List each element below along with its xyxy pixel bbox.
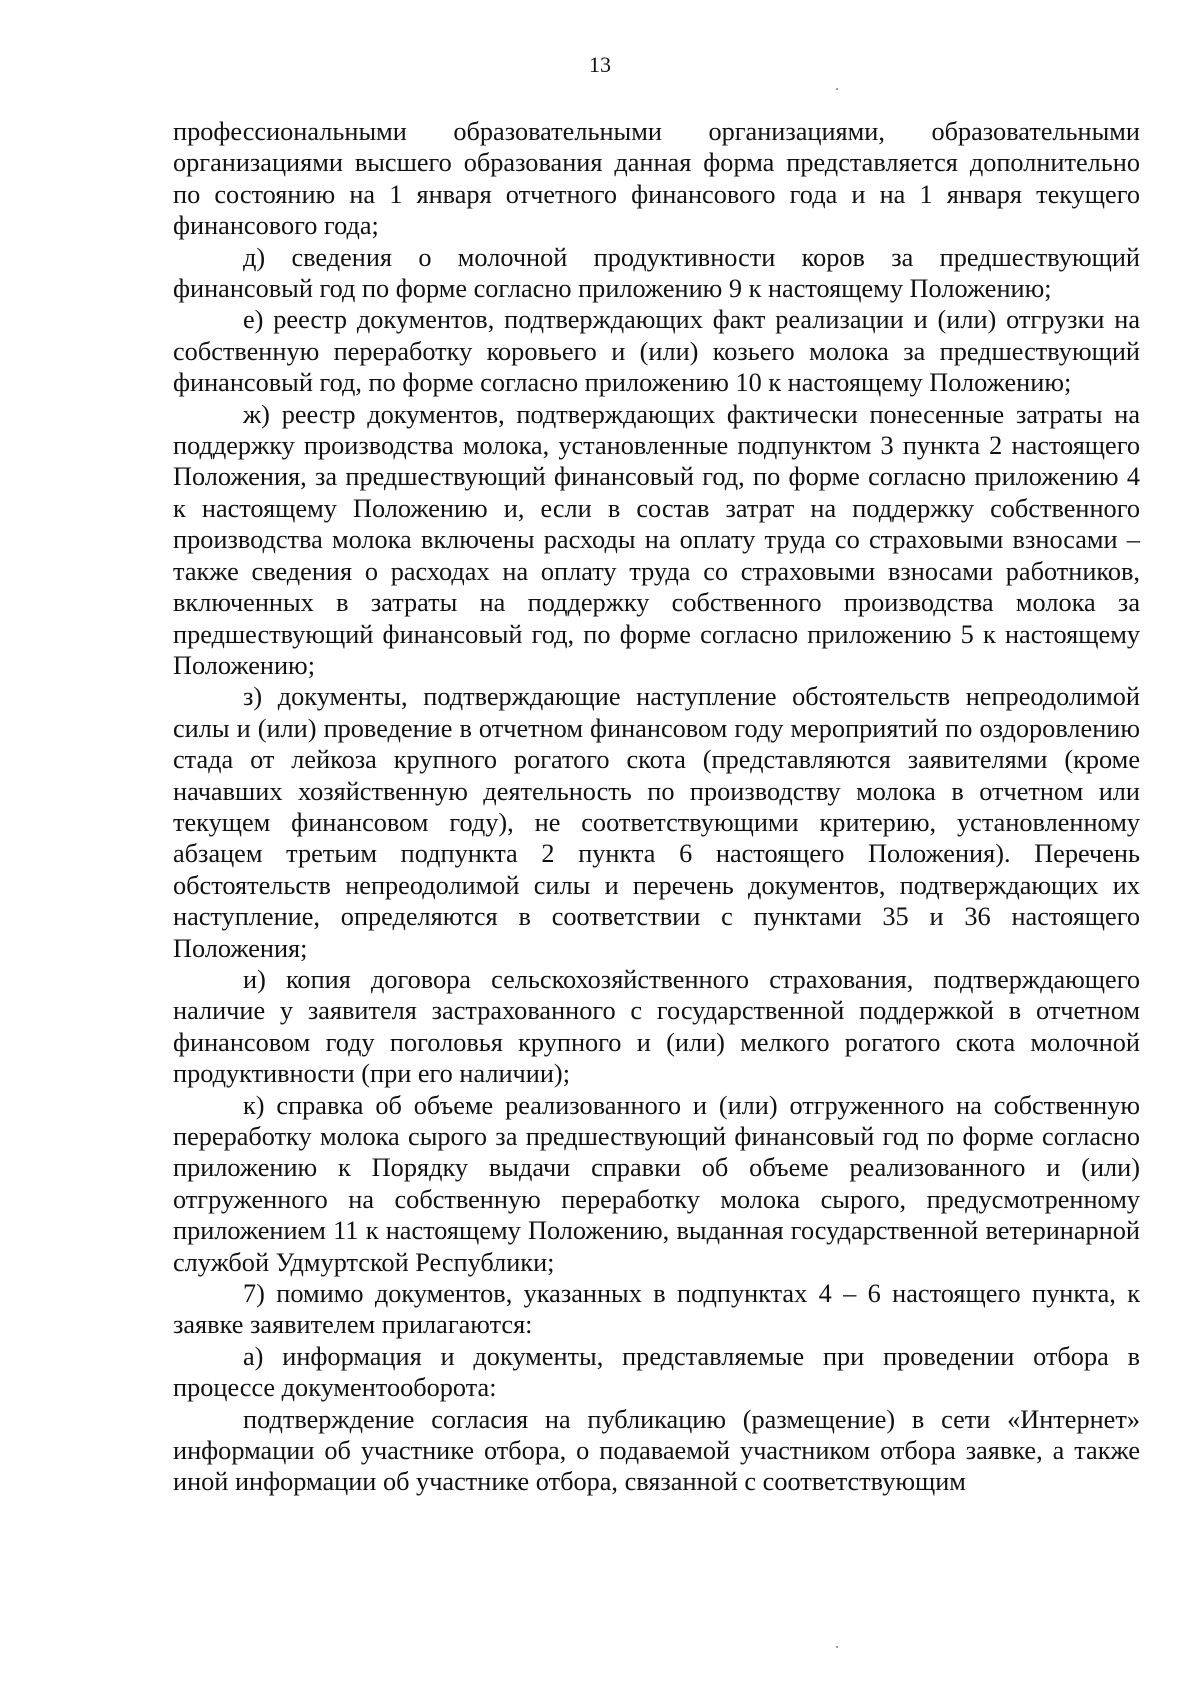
paragraph-item-d: д) сведения о молочной продуктивности коров за предшествующий финансовый год по форме согласно приложению 9 к настоящему Положению; <box>173 242 1140 304</box>
scan-speck <box>836 88 838 90</box>
paragraph-item-e: е) реестр документов, подтверждающих факт реализации и (или) отгрузки на собственную переработку коровьего и (или) козьего молока за предшествующий финансовый год, по форме согласно приложению 10 к настоящему Положению; <box>173 305 1140 398</box>
paragraph-item-i: и) копия договора сельскохозяйственного страхования, подтверждающего наличие у заявителя застрахованного с государственной поддержкой в отчетном финансовом году поголовья крупного и (или) мелкого рогатого скота молочной продуктивности (при его наличии); <box>173 964 1140 1089</box>
paragraph-item-z: з) документы, подтверждающие наступление обстоятельств непреодолимой силы и (или) проведение в отчетном финансовом году мероприятий по оздоровлению стада от лейкоза крупного рогатого скота (представляются заявителями (кроме начавших хозяйственную деятельность по производству молока в отчетном или текущем финансовом году), не соответствующими критерию, установленному абзацем третьим подпункта 2 пункта 6 настоящего Положения). Перечень обстоятельств непреодолимой силы и перечень документов, подтверждающих их наступление, определяются в соответствии с пунктами 35 и 36 настоящего Положения; <box>173 682 1140 963</box>
paragraph-item-7a: а) информация и документы, представляемые при проведении отбора в процессе документооборота: <box>173 1341 1140 1403</box>
paragraph-consent: подтверждение согласия на публикацию (размещение) в сети «Интернет» информации об участнике отбора, о подаваемой участником отбора заявке, а также иной информации об участнике отбора, связанной с соответствующим <box>173 1404 1140 1497</box>
paragraph-item-zh: ж) реестр документов, подтверждающих фактически понесенные затраты на поддержку производства молока, установленные подпунктом 3 пункта 2 настоящего Положения, за предшествующий финансовый год, по форме согласно приложению 4 к настоящему Положению и, если в состав затрат на поддержку собственного производства молока включены расходы на оплату труда со страховыми взносами – также сведения о расходах на оплату труда со страховыми взносами работников, включенных в затраты на поддержку собственного производства молока за предшествующий финансовый год, по форме согласно приложению 5 к настоящему Положению; <box>173 399 1140 680</box>
scan-speck <box>836 1646 838 1648</box>
paragraph-item-7: 7) помимо документов, указанных в подпунктах 4 – 6 настоящего пункта, к заявке заявителем прилагаются: <box>173 1279 1140 1340</box>
paragraph-continuation: профессиональными образовательными организациями, образовательными организациями высшего образования данная форма представляется дополнительно по состоянию на 1 января отчетного финансового года и на 1 января текущего финансового года; <box>173 117 1140 241</box>
page-number: 13 <box>589 52 611 77</box>
paragraph-item-k: к) справка об объеме реализованного и (или) отгруженного на собственную переработку молока сырого за предшествующий финансовый год по форме согласно приложению к Порядку выдачи справки об объеме реализованного и (или) отгруженного на собственную переработку молока сырого, предусмотренному приложением 11 к настоящему Положению, выданная государственной ветеринарной службой Удмуртской Республики; <box>173 1090 1140 1277</box>
document-body <box>173 116 1140 1498</box>
